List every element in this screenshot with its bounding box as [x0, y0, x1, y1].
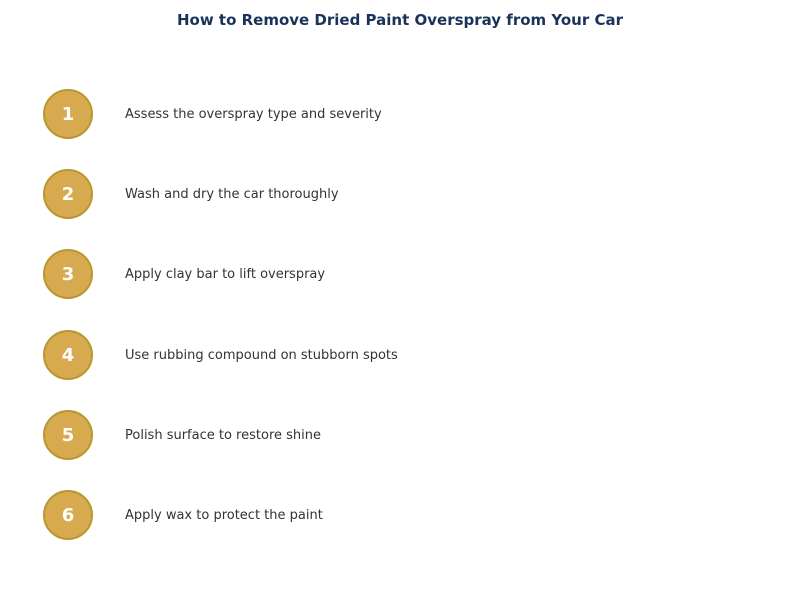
step-item: [43, 89, 382, 139]
step-number-badge: 3: [43, 249, 93, 299]
step-number-badge: 2: [43, 169, 93, 219]
step-label: Apply wax to protect the paint: [125, 507, 323, 523]
step-item: [43, 490, 323, 540]
step-label: Use rubbing compound on stubborn spots: [125, 347, 398, 363]
step-number-badge: 4: [43, 330, 93, 380]
step-label: Apply clay bar to lift overspray: [125, 266, 326, 282]
step-item: [43, 249, 325, 299]
step-item: [43, 169, 339, 219]
step-label: Wash and dry the car thoroughly: [125, 186, 339, 202]
step-label: Polish surface to restore shine: [125, 427, 321, 443]
step-number-badge: 1: [43, 89, 93, 139]
step-number-badge: 6: [43, 490, 93, 540]
step-item: [43, 330, 398, 380]
step-label: Assess the overspray type and severity: [125, 106, 382, 122]
step-item: [43, 410, 321, 460]
diagram-title: How to Remove Dried Paint Overspray from Your Car: [176, 11, 624, 29]
step-number-badge: 5: [43, 410, 93, 460]
